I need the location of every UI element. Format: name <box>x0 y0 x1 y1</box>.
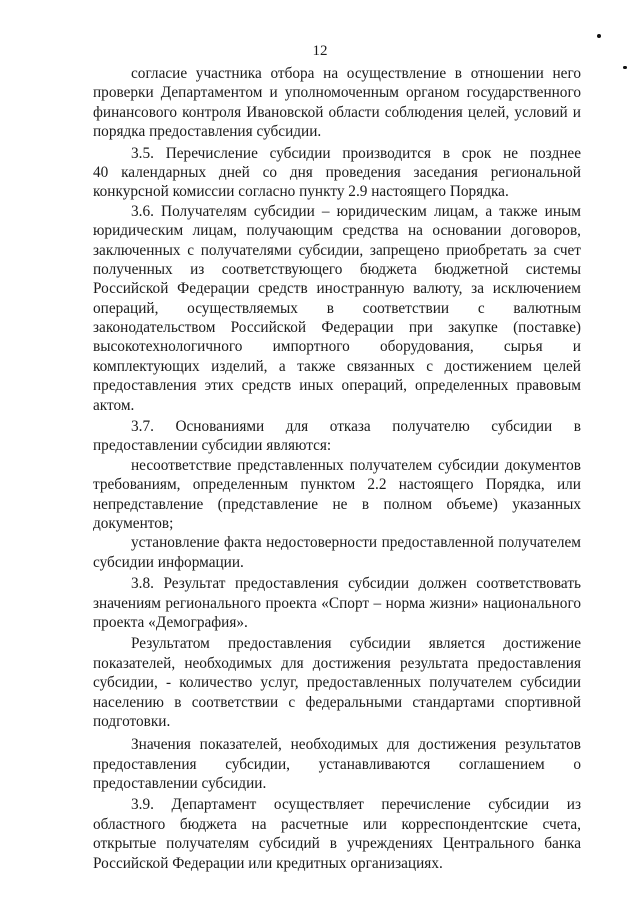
text-line: Российской Федерации средств иностранную валюту, за исключением <box>93 280 581 298</box>
text-line: подготовки. <box>93 712 171 730</box>
text-line: 3.6. Получателям субсидии – юридическим лицам, а также иным <box>131 202 581 220</box>
text-line: значениям регионального проекта «Спорт – норма жизни» национального <box>93 594 581 612</box>
text-line: субсидии информации. <box>93 553 244 571</box>
text-line: Российской Федерации или кредитных организациях. <box>93 854 443 872</box>
text-line: предоставления этих средств иных операций, определенных правовым <box>93 377 581 395</box>
text-line: предоставления субсидии, устанавливаются соглашением о <box>93 755 581 773</box>
text-line: порядка предоставления субсидии. <box>93 123 322 141</box>
text-line: операций, осуществляемых в соответствии с валютным <box>93 299 581 317</box>
text-line: юридическим лицам, получающим средства на основании договоров, <box>93 222 581 240</box>
text-line: несоответствие представленных получателем субсидии документов <box>131 456 581 474</box>
text-line: населению в соответствии с федеральными стандартами спортивной <box>93 693 581 711</box>
text-line: 3.5. Перечисление субсидии производится в срок не позднее <box>131 144 581 162</box>
text-line: 3.8. Результат предоставления субсидии должен соответствовать <box>131 575 581 593</box>
text-line: документов; <box>93 514 174 532</box>
text-line: непредставление (представление не в полном объеме) указанных <box>93 495 581 513</box>
text-line: установление факта недостоверности предоставленной получателем <box>131 534 581 552</box>
text-line: субсидии, - количество услуг, предоставленных получателем субсидии <box>93 674 581 692</box>
text-line: 3.7. Основаниями для отказа получателю субсидии в <box>131 418 581 436</box>
text-line: законодательством Российской Федерации при закупке (поставке) <box>93 319 581 337</box>
text-line: высокотехнологичного импортного оборудования, сырья и <box>93 338 581 356</box>
text-line: показателей, необходимых для достижения результата предоставления <box>93 654 581 672</box>
text-line: комплектующих изделий, а также связанных с достижением целей <box>93 357 581 375</box>
text-line: областного бюджета на расчетные или корреспондентские счета, <box>93 815 581 833</box>
text-line: проверки Департаментом и уполномоченным органом государственного <box>93 84 581 102</box>
text-line: конкурсной комиссии согласно пункту 2.9 настоящего Порядка. <box>93 183 509 201</box>
text-line: открытые получателям субсидий в учреждениях Центрального банка <box>93 835 581 853</box>
text-line: Значения показателей, необходимых для достижения результатов <box>131 736 581 754</box>
text-line: проекта «Демография». <box>93 613 248 631</box>
text-line: 40 календарных дней со дня проведения заседания региональной <box>93 163 581 181</box>
text-line: 3.9. Департамент осуществляет перечисление субсидии из <box>131 796 581 814</box>
page-number: 12 <box>312 43 328 59</box>
text-line: предоставлении субсидии являются: <box>93 437 332 455</box>
text-line: Результатом предоставления субсидии является достижение <box>131 635 581 653</box>
text-line: финансового контроля Ивановской области соблюдения целей, условий и <box>93 103 581 121</box>
text-line: актом. <box>93 396 135 414</box>
text-line: полученных из соответствующего бюджета бюджетной системы <box>93 260 581 278</box>
text-line: предоставлении субсидии. <box>93 775 267 793</box>
text-line: согласие участника отбора на осуществление в отношении него <box>131 65 581 82</box>
document-body <box>93 64 581 873</box>
scan-speck <box>597 34 601 38</box>
text-line: заключенных с получателями субсидии, запрещено приобретать за счет <box>93 241 581 259</box>
text-line: требованиям, определенным пунктом 2.2 настоящего Порядка, или <box>93 476 581 494</box>
scan-speck <box>623 66 627 69</box>
